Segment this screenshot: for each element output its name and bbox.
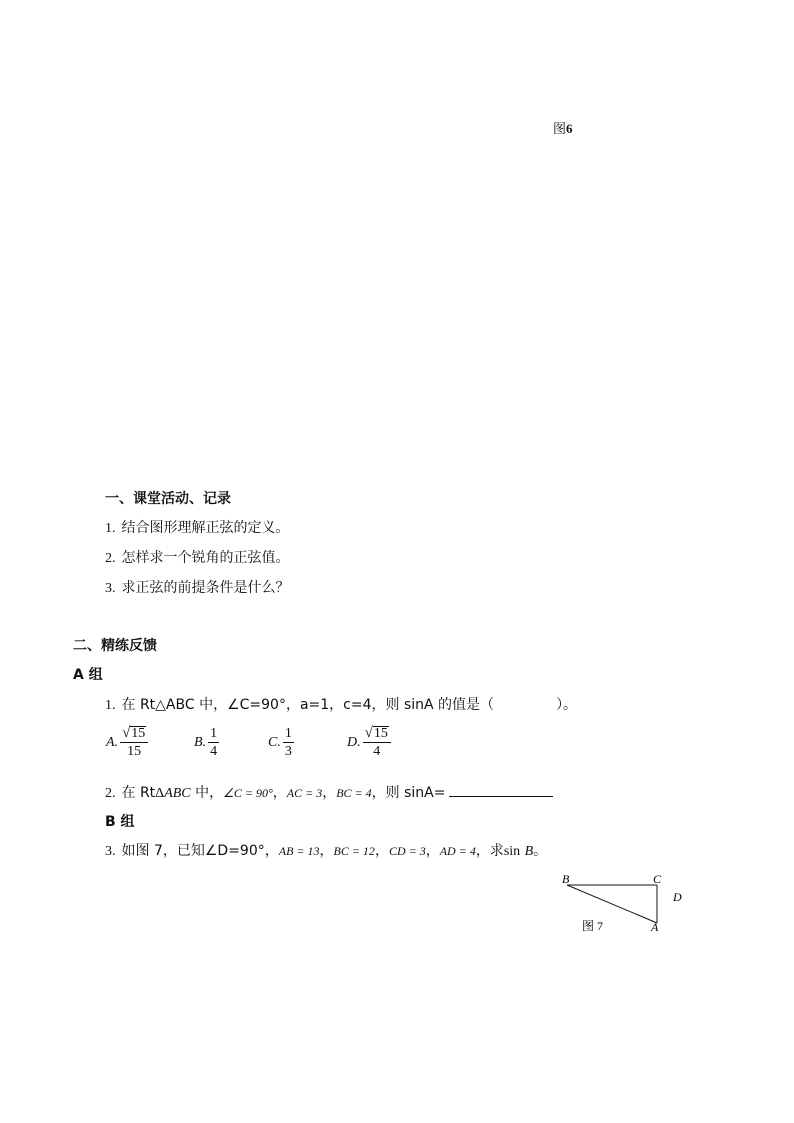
q2-angle: ∠C = 90° bbox=[223, 786, 273, 800]
q2-triangle: Δ bbox=[155, 786, 165, 801]
item-number: 2. bbox=[105, 551, 116, 566]
q2-pre: 在 Rt bbox=[121, 785, 156, 801]
q3-sep: ， bbox=[319, 843, 334, 859]
denominator: 4 bbox=[210, 744, 218, 759]
figure-6-prefix: 图 bbox=[553, 122, 567, 137]
section-1-item-2 bbox=[105, 547, 290, 567]
denominator: 15 bbox=[127, 744, 142, 759]
q2-mid: 中， bbox=[190, 785, 224, 801]
figure-7-caption: 图 7 bbox=[582, 919, 604, 933]
q2-bc: BC = 4 bbox=[336, 786, 372, 800]
q3-pre: 如图 7，已知∠D=90°， bbox=[121, 843, 279, 859]
sqrt-icon: √ 15 bbox=[364, 725, 388, 741]
q2-abc: ABC bbox=[164, 786, 191, 801]
choice-label: C. bbox=[268, 735, 281, 750]
radicand: 15 bbox=[373, 726, 388, 741]
denominator: 3 bbox=[284, 744, 292, 759]
question-1 bbox=[105, 694, 577, 714]
item-number: 3. bbox=[105, 581, 116, 596]
item-text: 怎样求一个锐角的正弦值。 bbox=[121, 550, 290, 566]
section-1-heading: 一、课堂活动、记录 bbox=[105, 491, 231, 507]
section-1-item-1 bbox=[105, 517, 290, 537]
choice-d[interactable] bbox=[347, 726, 391, 760]
q3-ab: AB = 13 bbox=[278, 844, 320, 858]
sqrt-icon: √ 15 bbox=[122, 725, 146, 741]
section-2-heading: 二、精练反馈 bbox=[73, 638, 157, 654]
answer-blank[interactable] bbox=[449, 784, 553, 797]
question-1-close: ）。 bbox=[556, 697, 578, 713]
fraction bbox=[283, 726, 294, 760]
item-text: 求正弦的前提条件是什么？ bbox=[121, 580, 290, 596]
numerator: 1 bbox=[210, 726, 218, 741]
denominator: 4 bbox=[373, 744, 381, 759]
radicand: 15 bbox=[131, 726, 146, 741]
segment-ba bbox=[567, 885, 657, 923]
question-number: 1. bbox=[105, 698, 116, 713]
fraction bbox=[120, 726, 148, 760]
item-number: 1. bbox=[105, 521, 116, 536]
choice-a[interactable] bbox=[106, 726, 148, 760]
question-2 bbox=[105, 782, 553, 802]
point-d-label: D bbox=[673, 890, 682, 904]
q3-post: ，求 bbox=[475, 843, 504, 859]
figure-6-number: 6 bbox=[566, 121, 573, 136]
q2-ac: AC = 3 bbox=[286, 786, 323, 800]
q2-sep: ， bbox=[272, 785, 287, 801]
q3-b: B bbox=[524, 844, 534, 859]
group-a-label: A 组 bbox=[73, 667, 103, 683]
choice-b[interactable] bbox=[194, 726, 219, 760]
fraction bbox=[363, 726, 391, 760]
q2-sep: ， bbox=[322, 785, 337, 801]
q3-sep: ， bbox=[425, 843, 440, 859]
q3-sin: sin bbox=[503, 844, 521, 859]
question-number: 2. bbox=[105, 786, 116, 801]
q3-sep: ， bbox=[374, 843, 389, 859]
choice-label: B. bbox=[194, 735, 207, 750]
q3-ad: AD = 4 bbox=[439, 844, 476, 858]
choice-c[interactable] bbox=[268, 726, 294, 760]
figure-7-diagram bbox=[555, 868, 695, 938]
question-number: 3. bbox=[105, 844, 116, 859]
q2-post: ，则 sinA= bbox=[371, 785, 446, 801]
point-a-label: A bbox=[651, 920, 659, 934]
section-1-item-3 bbox=[105, 577, 290, 597]
question-1-text: 在 Rt△ABC 中，∠C=90°，a=1，c=4，则 sinA 的值是（ bbox=[121, 697, 495, 713]
point-b-label: B bbox=[562, 872, 570, 886]
fraction bbox=[208, 726, 219, 760]
q3-end: 。 bbox=[533, 843, 548, 859]
question-3 bbox=[105, 840, 547, 860]
choice-label: A. bbox=[106, 735, 119, 750]
group-b-label: B 组 bbox=[105, 814, 135, 830]
q3-cd: CD = 3 bbox=[388, 844, 426, 858]
q3-bc: BC = 12 bbox=[333, 844, 375, 858]
item-text: 结合图形理解正弦的定义。 bbox=[121, 520, 290, 536]
figure-6-caption bbox=[553, 118, 573, 137]
choice-label: D. bbox=[347, 735, 361, 750]
numerator: 1 bbox=[284, 726, 292, 741]
point-c-label: C bbox=[653, 872, 662, 886]
